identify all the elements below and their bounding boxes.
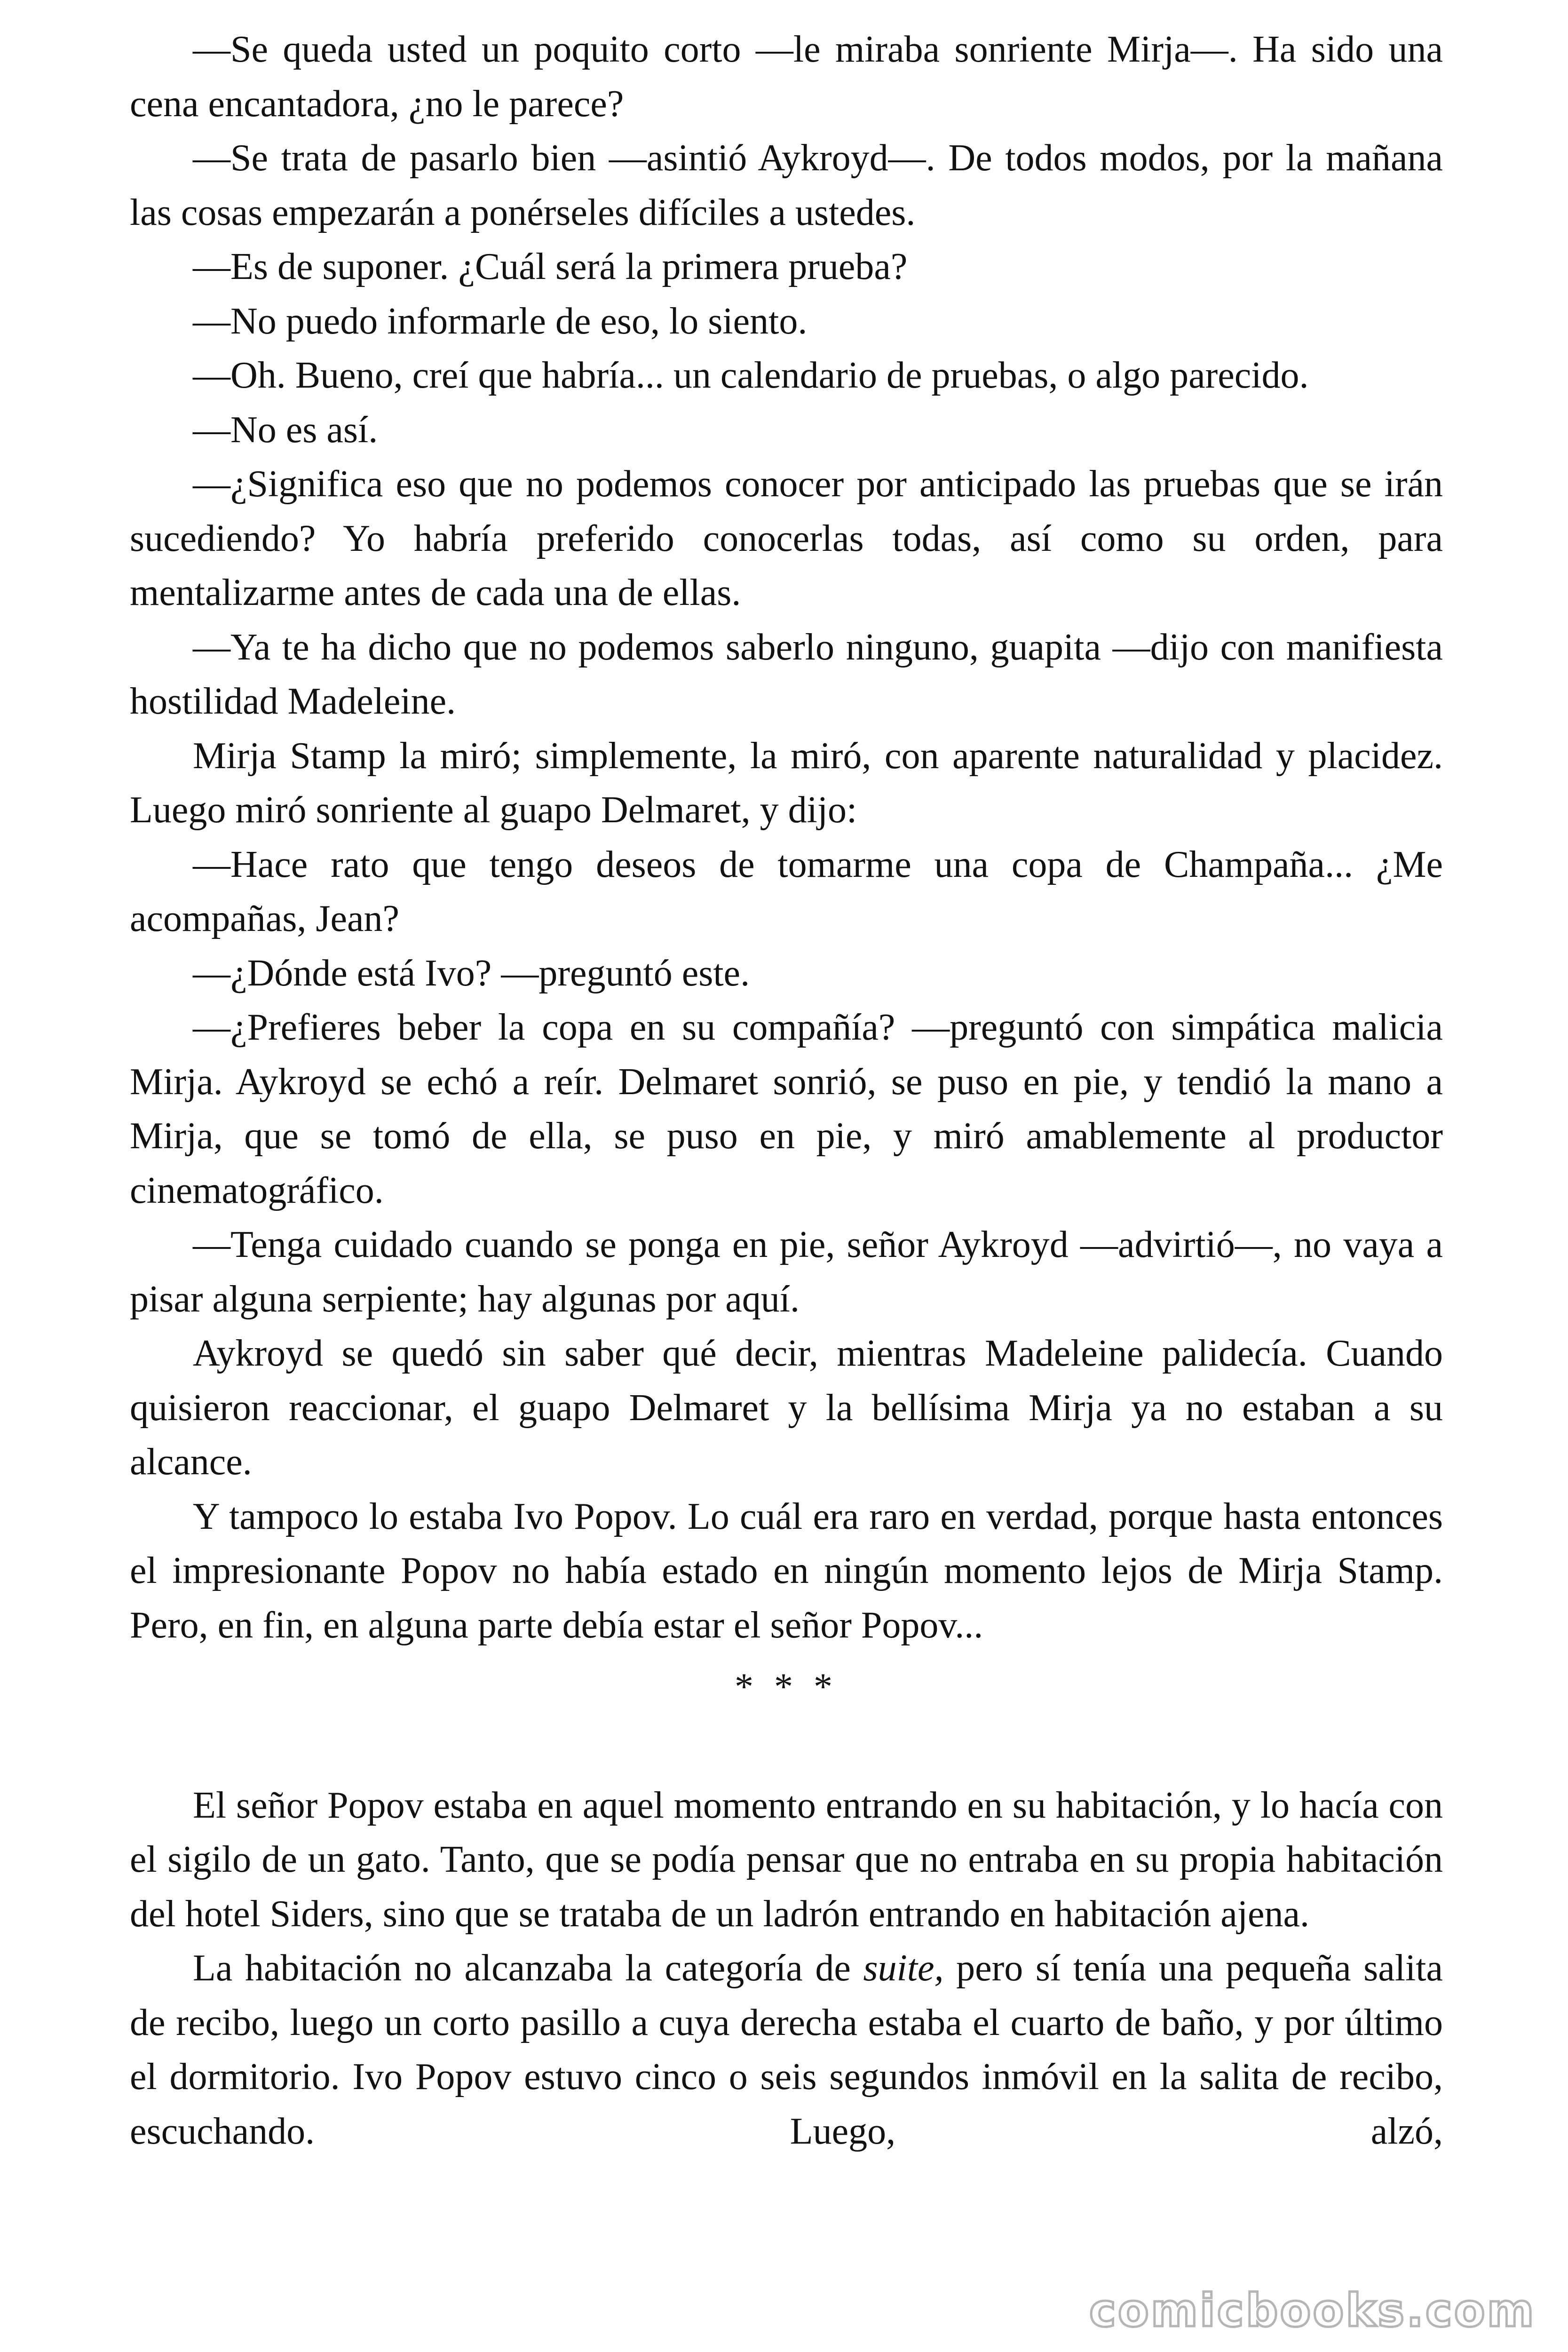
paragraph: El señor Popov estaba en aquel momento entrando en su habitación, y lo hacía con el sigilo de un gato. Tanto, que se podía pensar que no entraba en su propia habitación del hotel Siders, sino que se trataba de un ladrón entrando en habitación ajena. [130,1784,1443,1935]
paragraph: —No puedo informarle de eso, lo siento. [193,300,808,342]
paragraph: —Oh. Bueno, creí que habría... un calendario de pruebas, o algo parecido. [193,355,1309,396]
paragraph-text: La habitación no alcanzaba la categoría de [193,1947,863,1989]
book-page [130,23,1443,2159]
paragraph: —¿Dónde está Ivo? —preguntó este. [193,952,750,994]
paragraph-suite [130,1941,1443,2159]
paragraph: —Se trata de pasarlo bien —asintió Aykroyd—. De todos modos, por la mañana las cosas empezarán a ponérseles difíciles a ustedes. [130,137,1443,233]
paragraph: —Es de suponer. ¿Cuál será la primera prueba? [193,246,908,287]
paragraph: —Ya te ha dicho que no podemos saberlo ninguno, guapita —dijo con manifiesta hostilidad Madeleine. [130,626,1443,722]
paragraph: —Se queda usted un poquito corto —le miraba sonriente Mirja—. Ha sido una cena encantadora, ¿no le parece? [130,29,1443,125]
paragraph: —Tenga cuidado cuando se ponga en pie, señor Aykroyd —advirtió—, no vaya a pisar alguna serpiente; hay algunas por aquí. [130,1224,1443,1320]
paragraph: —Hace rato que tengo deseos de tomarme una copa de Champaña... ¿Me acompañas, Jean? [130,843,1443,939]
section-separator: * * * [735,1666,838,1708]
paragraph: Y tampoco lo estaba Ivo Popov. Lo cuál era raro en verdad, porque hasta entonces el impresionante Popov no había estado en ningún momento lejos de Mirja Stamp. Pero, en fin, en alguna parte debía estar el señor Popov... [130,1495,1443,1646]
paragraph-text: pero sí tenía una pequeña salita de recibo, luego un corto pasillo a cuya derecha estaba el cuarto de baño, y por último el dormitorio. Ivo Popov estuvo cinco o seis segundos inmóvil en la salita de recibo, escuchando. Luego, alzó, [130,1947,1443,2152]
paragraph: —¿Significa eso que no podemos conocer por anticipado las pruebas que se irán sucediendo? Yo habría preferido conocerlas todas, así como su orden, para mentalizarme antes de cada una de ellas. [130,463,1443,613]
paragraph: —No es así. [193,409,378,451]
paragraph: —¿Prefieres beber la copa en su compañía? —preguntó con simpática malicia Mirja. Aykroyd se echó a reír. Delmaret sonrió, se puso en pie, y tendió la mano a Mirja, que se tomó de ella, se puso en pie, y miró amablemente al productor cinematográfico. [130,1007,1443,1211]
paragraph: Aykroyd se quedó sin saber qué decir, mientras Madeleine palidecía. Cuando quisieron reaccionar, el guapo Delmaret y la bellísima Mirja ya no estaban a su alcance. [130,1333,1443,1483]
watermark-logo: comicbooks.com [1089,2284,1536,2337]
paragraph: Mirja Stamp la miró; simplemente, la miró, con aparente naturalidad y placidez. Luego miró sonriente al guapo Delmaret, y dijo: [130,735,1443,831]
italic-word: suite, [863,1947,944,1989]
